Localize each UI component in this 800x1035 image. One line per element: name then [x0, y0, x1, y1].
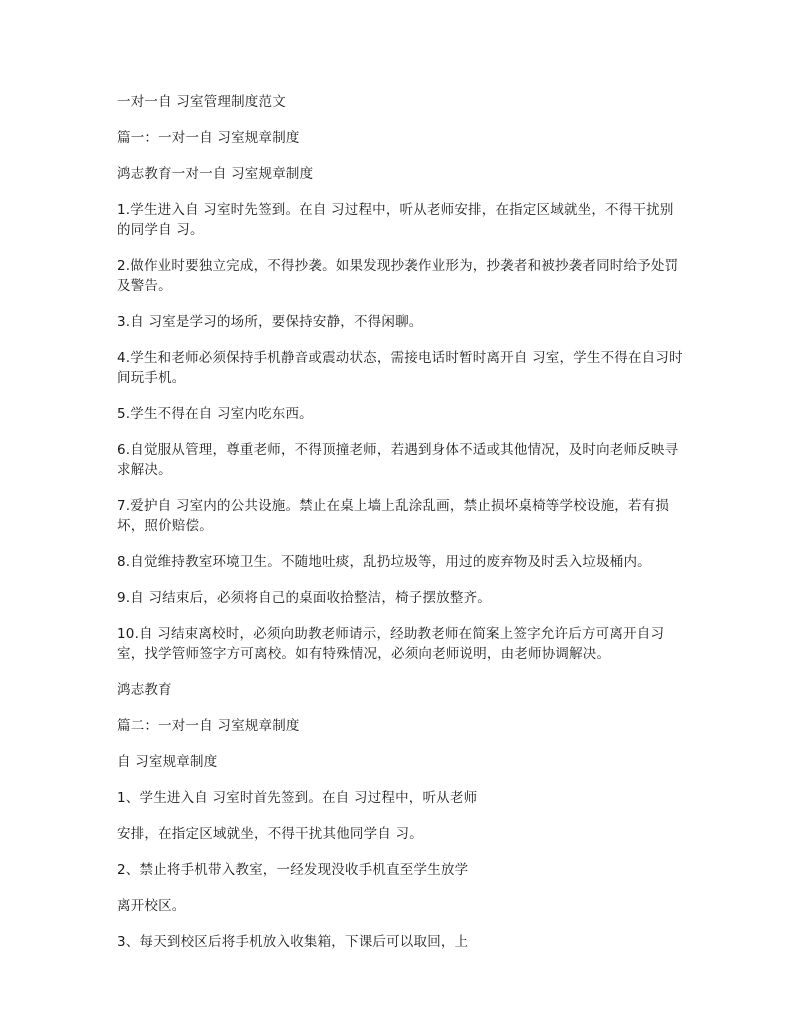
rule-9: 9.自 习结束后，必须将自己的桌面收拾整洁，椅子摆放整齐。: [117, 590, 491, 606]
signature: 鸿志教育: [117, 682, 172, 698]
rule-3: 3.自 习室是学习的场所，要保持安静，不得闲聊。: [117, 314, 423, 330]
rule-6: 6.自觉服从管理，尊重老师，不得顶撞老师，若遇到身体不适或其他情况，及时向老师反映寻求解决。: [117, 442, 679, 478]
text-line: 3、每天到校区后将手机放入收集箱，下课后可以取回，上: [117, 934, 469, 950]
section-heading-1: 篇一：一对一自 习室规章制度: [117, 130, 300, 146]
rule-5: 5.学生不得在自 习室内吃东西。: [117, 406, 313, 422]
rule-4: 4.学生和老师必须保持手机静音或震动状态，需接电话时暂时离开自 习室，学生不得在自习时间玩手机。: [117, 350, 683, 386]
rule-8: 8.自觉维持教室环境卫生。不随地吐痰，乱扔垃圾等，用过的废弃物及时丢入垃圾桶内。: [117, 554, 651, 570]
section-heading-2: 篇二：一对一自 习室规章制度: [117, 718, 300, 734]
document-title: 一对一自 习室管理制度范文: [117, 94, 286, 110]
subheading-2: 自 习室规章制度: [117, 754, 218, 770]
text-line: 2、禁止将手机带入教室，一经发现没收手机直至学生放学: [117, 862, 469, 878]
rule-1: 1.学生进入自 习室时先签到。在自 习过程中，听从老师安排，在指定区域就坐，不得干扰别的同学自 习。: [117, 202, 674, 238]
subheading-1: 鸿志教育一对一自 习室规章制度: [117, 166, 314, 182]
text-line: 安排，在指定区域就坐，不得干扰其他同学自 习。: [117, 826, 423, 842]
text-line: 1、学生进入自 习室时首先签到。在自 习过程中，听从老师: [117, 790, 478, 806]
rule-7: 7.爱护自 习室内的公共设施。禁止在桌上墙上乱涂乱画，禁止损坏桌椅等学校设施，若有损坏，照价赔偿。: [117, 498, 670, 534]
document-body: [117, 92, 687, 968]
text-line: 离开校区。: [117, 898, 186, 914]
rule-2: 2.做作业时要独立完成，不得抄袭。如果发现抄袭作业形为，抄袭者和被抄袭者同时给予处罚及警告。: [117, 258, 679, 294]
rule-10: 10.自 习结束离校时，必须向助教老师请示，经助教老师在简案上签字允许后方可离开自习室，找学管师签字方可离校。如有特殊情况，必须向老师说明，由老师协调解决。: [117, 626, 665, 662]
